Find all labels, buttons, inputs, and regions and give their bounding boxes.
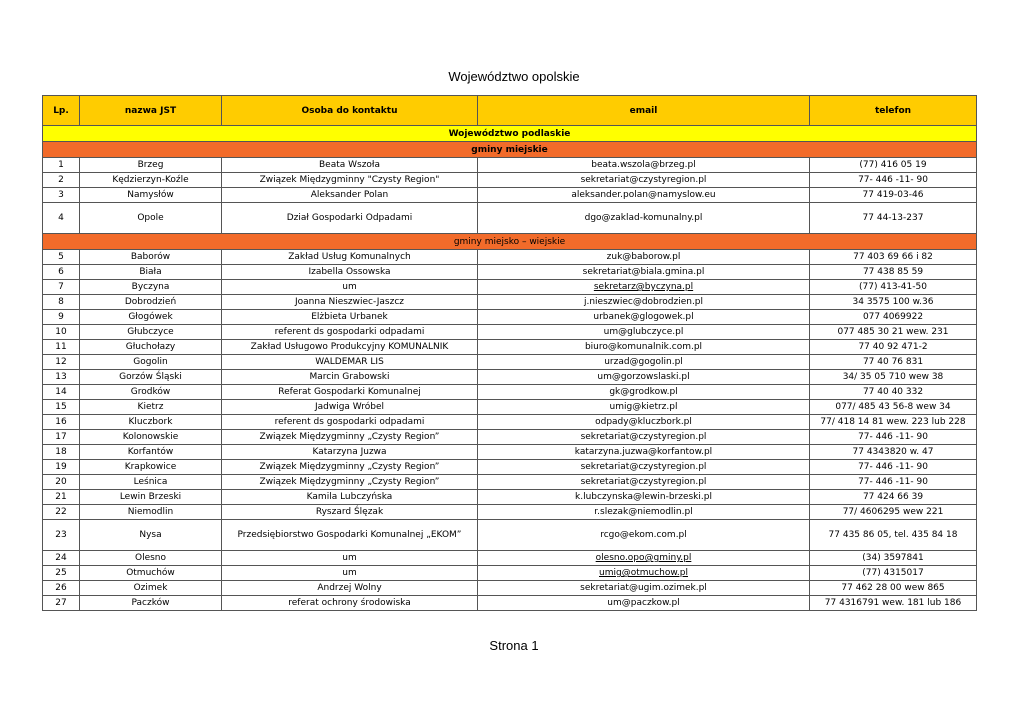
cell-name: Grodków (80, 385, 222, 400)
cell-email: k.lubczynska@lewin-brzeski.pl (478, 490, 810, 505)
cell-lp: 2 (43, 173, 80, 188)
cell-phone: 77/ 418 14 81 wew. 223 lub 228 (810, 415, 977, 430)
cell-name: Dobrodzień (80, 295, 222, 310)
cell-name: Głuchołazy (80, 340, 222, 355)
cell-lp: 21 (43, 490, 80, 505)
cell-email: sekretariat@czystyregion.pl (478, 173, 810, 188)
cell-name: Lewin Brzeski (80, 490, 222, 505)
cell-email: j.nieszwiec@dobrodzien.pl (478, 295, 810, 310)
cell-email: gk@grodkow.pl (478, 385, 810, 400)
cell-name: Gogolin (80, 355, 222, 370)
page-title: Województwo opolskie (448, 69, 580, 84)
cell-lp: 9 (43, 310, 80, 325)
cell-email: r.slezak@niemodlin.pl (478, 505, 810, 520)
cell-lp: 14 (43, 385, 80, 400)
cell-contact: referat ochrony środowiska (222, 596, 478, 611)
cell-phone: 77 40 40 332 (810, 385, 977, 400)
cell-contact: WALDEMAR LIS (222, 355, 478, 370)
cell-lp: 19 (43, 460, 80, 475)
cell-phone: 34/ 35 05 710 wew 38 (810, 370, 977, 385)
contacts-table (42, 95, 977, 611)
cell-contact: um (222, 280, 478, 295)
cell-email: aleksander.polan@namyslow.eu (478, 188, 810, 203)
cell-email: urzad@gogolin.pl (478, 355, 810, 370)
cell-name: Baborów (80, 250, 222, 265)
cell-contact: Związek Międzygminny „Czysty Region” (222, 475, 478, 490)
table-row (43, 325, 977, 340)
group-label-miejsko-wiejskie: gminy miejsko – wiejskie (43, 234, 977, 250)
cell-phone: 77- 446 -11- 90 (810, 460, 977, 475)
cell-lp: 6 (43, 265, 80, 280)
cell-name: Kietrz (80, 400, 222, 415)
cell-contact: um (222, 551, 478, 566)
region-label: Województwo podlaskie (43, 126, 977, 142)
cell-lp: 27 (43, 596, 80, 611)
cell-contact: Kamila Lubczyńska (222, 490, 478, 505)
cell-lp: 25 (43, 566, 80, 581)
table-row (43, 490, 977, 505)
table-header-row (43, 96, 977, 126)
cell-phone: 77 435 86 05, tel. 435 84 18 (810, 520, 977, 551)
cell-lp: 5 (43, 250, 80, 265)
cell-contact: Jadwiga Wróbel (222, 400, 478, 415)
table-row (43, 280, 977, 295)
cell-phone: 77 462 28 00 wew 865 (810, 581, 977, 596)
table-row (43, 430, 977, 445)
cell-name: Głubczyce (80, 325, 222, 340)
cell-lp: 22 (43, 505, 80, 520)
cell-lp: 23 (43, 520, 80, 551)
cell-email: beata.wszola@brzeg.pl (478, 158, 810, 173)
table-row (43, 385, 977, 400)
table-row (43, 520, 977, 551)
cell-phone: 077 4069922 (810, 310, 977, 325)
cell-lp: 20 (43, 475, 80, 490)
table-row (43, 188, 977, 203)
cell-phone: 77/ 4606295 wew 221 (810, 505, 977, 520)
cell-email: katarzyna.juzwa@korfantow.pl (478, 445, 810, 460)
group-label-miejskie: gminy miejskie (43, 142, 977, 158)
cell-contact: Beata Wszoła (222, 158, 478, 173)
header-lp: Lp. (43, 96, 80, 126)
table-row (43, 505, 977, 520)
cell-email[interactable]: sekretarz@byczyna.pl (478, 280, 810, 295)
cell-phone: 77 44-13-237 (810, 203, 977, 234)
cell-lp: 18 (43, 445, 80, 460)
cell-name: Niemodlin (80, 505, 222, 520)
table-row (43, 158, 977, 173)
cell-email: sekretariat@czystyregion.pl (478, 475, 810, 490)
cell-email: rcgo@ekom.com.pl (478, 520, 810, 551)
cell-phone: 077 485 30 21 wew. 231 (810, 325, 977, 340)
cell-lp: 7 (43, 280, 80, 295)
cell-email: biuro@komunalnik.com.pl (478, 340, 810, 355)
cell-name: Kolonowskie (80, 430, 222, 445)
cell-name: Gorzów Śląski (80, 370, 222, 385)
cell-name: Namysłów (80, 188, 222, 203)
cell-name: Paczków (80, 596, 222, 611)
cell-contact: Związek Międzygminny „Czysty Region” (222, 460, 478, 475)
cell-contact: Aleksander Polan (222, 188, 478, 203)
table-row (43, 581, 977, 596)
table-row (43, 203, 977, 234)
table-row (43, 173, 977, 188)
cell-email: odpady@kluczbork.pl (478, 415, 810, 430)
cell-phone: (34) 3597841 (810, 551, 977, 566)
cell-contact: Zakład Usługowo Produkcyjny KOMUNALNIK (222, 340, 478, 355)
cell-contact: Elżbieta Urbanek (222, 310, 478, 325)
cell-phone: 77 403 69 66 i 82 (810, 250, 977, 265)
cell-phone: 77 40 92 471-2 (810, 340, 977, 355)
cell-email[interactable]: umig@otmuchow.pl (478, 566, 810, 581)
cell-lp: 16 (43, 415, 80, 430)
cell-contact: Katarzyna Juzwa (222, 445, 478, 460)
cell-lp: 15 (43, 400, 80, 415)
cell-email: sekretariat@czystyregion.pl (478, 460, 810, 475)
table-row (43, 400, 977, 415)
table-row (43, 250, 977, 265)
cell-email[interactable]: olesno.opo@gminy.pl (478, 551, 810, 566)
cell-name: Leśnica (80, 475, 222, 490)
cell-contact: um (222, 566, 478, 581)
header-phone: telefon (810, 96, 977, 126)
cell-lp: 26 (43, 581, 80, 596)
cell-phone: 77 438 85 59 (810, 265, 977, 280)
cell-name: Krapkowice (80, 460, 222, 475)
page-footer: Strona 1 (489, 638, 539, 653)
cell-phone: 77- 446 -11- 90 (810, 475, 977, 490)
cell-name: Biała (80, 265, 222, 280)
cell-lp: 1 (43, 158, 80, 173)
cell-lp: 8 (43, 295, 80, 310)
cell-phone: 77 424 66 39 (810, 490, 977, 505)
cell-phone: 77 419-03-46 (810, 188, 977, 203)
table-row (43, 445, 977, 460)
cell-contact: Marcin Grabowski (222, 370, 478, 385)
table-row (43, 566, 977, 581)
cell-email: um@glubczyce.pl (478, 325, 810, 340)
table-row (43, 295, 977, 310)
table-row (43, 460, 977, 475)
table-row (43, 340, 977, 355)
table-row (43, 370, 977, 385)
cell-email: sekretariat@ugim.ozimek.pl (478, 581, 810, 596)
cell-contact: Izabella Ossowska (222, 265, 478, 280)
cell-contact: Związek Międzygminny „Czysty Region” (222, 430, 478, 445)
cell-contact: Zakład Usług Komunalnych (222, 250, 478, 265)
cell-email: sekretariat@biala.gmina.pl (478, 265, 810, 280)
cell-name: Brzeg (80, 158, 222, 173)
group-row-miejsko-wiejskie (43, 234, 977, 250)
cell-name: Kluczbork (80, 415, 222, 430)
cell-lp: 10 (43, 325, 80, 340)
cell-email: zuk@baborow.pl (478, 250, 810, 265)
cell-lp: 17 (43, 430, 80, 445)
cell-lp: 11 (43, 340, 80, 355)
cell-phone: (77) 4315017 (810, 566, 977, 581)
cell-name: Ozimek (80, 581, 222, 596)
cell-phone: (77) 413-41-50 (810, 280, 977, 295)
cell-contact: Joanna Nieszwiec-Jaszcz (222, 295, 478, 310)
cell-phone: 77 4343820 w. 47 (810, 445, 977, 460)
cell-name: Głogówek (80, 310, 222, 325)
cell-phone: 77- 446 -11- 90 (810, 430, 977, 445)
header-name: nazwa JST (80, 96, 222, 126)
cell-email: sekretariat@czystyregion.pl (478, 430, 810, 445)
header-email: email (478, 96, 810, 126)
cell-email: um@gorzowslaski.pl (478, 370, 810, 385)
table-row (43, 475, 977, 490)
region-row (43, 126, 977, 142)
cell-email: um@paczkow.pl (478, 596, 810, 611)
group-row-miejskie (43, 142, 977, 158)
cell-phone: 77 40 76 831 (810, 355, 977, 370)
cell-phone: 77 4316791 wew. 181 lub 186 (810, 596, 977, 611)
header-contact: Osoba do kontaktu (222, 96, 478, 126)
table-row (43, 415, 977, 430)
table-row (43, 310, 977, 325)
cell-contact: Ryszard Ślęzak (222, 505, 478, 520)
cell-contact: Andrzej Wolny (222, 581, 478, 596)
cell-name: Byczyna (80, 280, 222, 295)
table-row (43, 355, 977, 370)
cell-name: Olesno (80, 551, 222, 566)
cell-phone: 34 3575 100 w.36 (810, 295, 977, 310)
table-row (43, 596, 977, 611)
cell-lp: 3 (43, 188, 80, 203)
cell-phone: 77- 446 -11- 90 (810, 173, 977, 188)
cell-contact: referent ds gospodarki odpadami (222, 325, 478, 340)
cell-lp: 4 (43, 203, 80, 234)
cell-email: dgo@zaklad-komunalny.pl (478, 203, 810, 234)
cell-lp: 13 (43, 370, 80, 385)
table-row (43, 265, 977, 280)
cell-contact: Związek Międzygminny "Czysty Region" (222, 173, 478, 188)
cell-phone: (77) 416 05 19 (810, 158, 977, 173)
cell-phone: 077/ 485 43 56-8 wew 34 (810, 400, 977, 415)
cell-name: Otmuchów (80, 566, 222, 581)
cell-contact: referent ds gospodarki odpadami (222, 415, 478, 430)
cell-name: Kędzierzyn-Koźle (80, 173, 222, 188)
table-row (43, 551, 977, 566)
cell-email: umig@kietrz.pl (478, 400, 810, 415)
cell-contact: Przedsiębiorstwo Gospodarki Komunalnej „EKOM” (222, 520, 478, 551)
cell-email: urbanek@glogowek.pl (478, 310, 810, 325)
cell-name: Opole (80, 203, 222, 234)
cell-lp: 24 (43, 551, 80, 566)
cell-contact: Referat Gospodarki Komunalnej (222, 385, 478, 400)
cell-contact: Dział Gospodarki Odpadami (222, 203, 478, 234)
cell-name: Nysa (80, 520, 222, 551)
cell-lp: 12 (43, 355, 80, 370)
cell-name: Korfantów (80, 445, 222, 460)
